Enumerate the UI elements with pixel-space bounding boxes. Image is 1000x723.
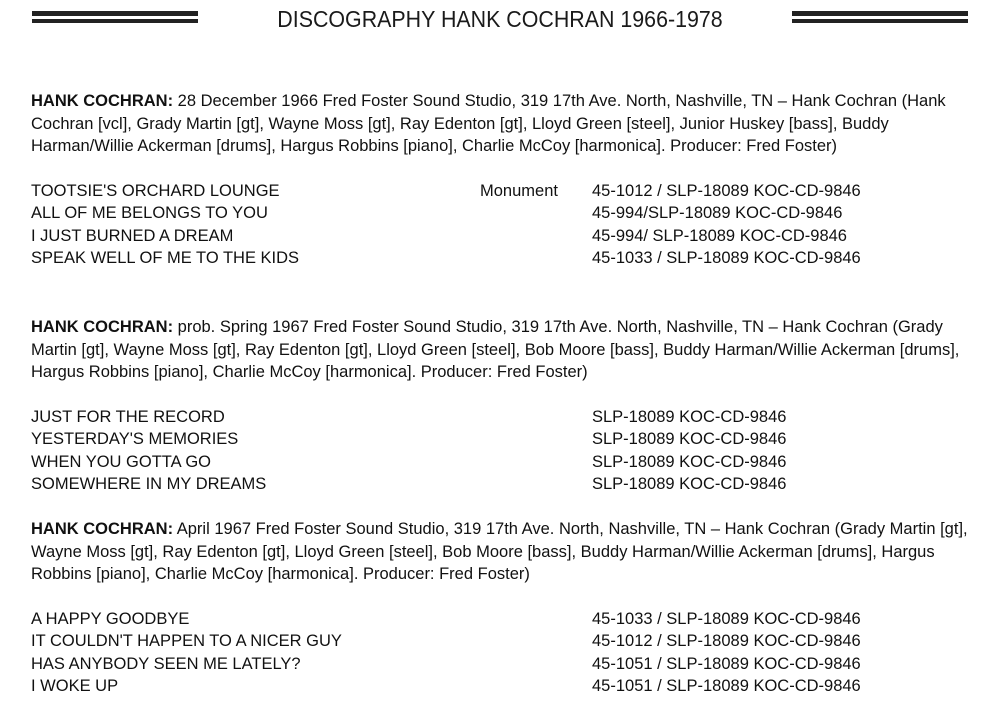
track-title: I JUST BURNED A DREAM: [31, 226, 234, 245]
track-row: [31, 630, 971, 653]
track-title: SPEAK WELL OF ME TO THE KIDS: [31, 249, 300, 267]
session-info: [31, 90, 971, 158]
track-title: I WOKE UP: [31, 677, 119, 695]
track-title: A HAPPY GOODBYE: [31, 609, 190, 628]
track-catalog: 45-994/SLP-18089 KOC-CD-9846: [592, 204, 843, 222]
session-artist: HANK COCHRAN:: [31, 92, 174, 110]
track-catalog: 45-1051 / SLP-18089 KOC-CD-9846: [592, 677, 861, 695]
track-catalog: SLP-18089 KOC-CD-9846: [592, 452, 787, 471]
track-row: [31, 406, 971, 429]
track-catalog: SLP-18089 KOC-CD-9846: [592, 430, 787, 448]
track-title: YESTERDAY'S MEMORIES: [31, 430, 239, 448]
track-row: [31, 608, 971, 631]
session-1: [31, 90, 971, 270]
track-row: [31, 451, 971, 474]
track-list: [31, 180, 971, 270]
track-catalog: 45-994/ SLP-18089 KOC-CD-9846: [592, 226, 847, 245]
track-catalog: 45-1012 / SLP-18089 KOC-CD-9846: [592, 632, 861, 650]
session-details: prob. Spring 1967 Fred Foster Sound Studio, 319 17th Ave. North, Nashville, TN – Hank Cochran (Grady Martin [gt], Wayne Moss [gt], Ray Edenton [gt], Lloyd Green [steel], Bob Moore [bass], Buddy Harman/Willie Ackerman [drums], Hargus Robbins [piano], Charlie McCoy [harmonica]. Producer: Fred Foster): [31, 318, 960, 381]
track-row: [31, 653, 971, 676]
track-row: [31, 180, 971, 203]
track-title: TOOTSIE'S ORCHARD LOUNGE: [31, 181, 280, 200]
header-rule-right: [792, 11, 968, 23]
track-title: SOMEWHERE IN MY DREAMS: [31, 475, 267, 493]
page-title: DISCOGRAPHY HANK COCHRAN 1966-1978: [277, 6, 723, 32]
session-details: 28 December 1966 Fred Foster Sound Studio, 319 17th Ave. North, Nashville, TN – Hank Cochran (Hank Cochran [vcl], Grady Martin [gt], Wayne Moss [gt], Ray Edenton [gt], Lloyd Green [steel], Junior Huskey [bass], Buddy Harman/Willie Ackerman [drums], Hargus Robbins [piano], Charlie McCoy [harmonica]. Producer: Fred Foster): [31, 92, 946, 155]
session-details: April 1967 Fred Foster Sound Studio, 319 17th Ave. North, Nashville, TN – Hank Cochran (Grady Martin [gt], Wayne Moss [gt], Ray Edenton [gt], Lloyd Green [steel], Bob Moore [bass], Buddy Harman/Willie Ackerman [drums], Hargus Robbins [piano], Charlie McCoy [harmonica]. Producer: Fred Foster): [31, 520, 968, 583]
track-catalog: 45-1033 / SLP-18089 KOC-CD-9846: [592, 609, 861, 628]
session-artist: HANK COCHRAN:: [31, 318, 174, 336]
track-row: [31, 428, 971, 451]
track-catalog: 45-1012 / SLP-18089 KOC-CD-9846: [592, 181, 861, 200]
track-title: JUST FOR THE RECORD: [31, 407, 225, 426]
track-title: IT COULDN'T HAPPEN TO A NICER GUY: [31, 632, 342, 650]
track-catalog: SLP-18089 KOC-CD-9846: [592, 475, 787, 493]
session-info: [31, 316, 971, 384]
track-label: Monument: [480, 181, 558, 200]
session-3: [31, 518, 971, 698]
track-catalog: SLP-18089 KOC-CD-9846: [592, 407, 787, 426]
track-title: ALL OF ME BELONGS TO YOU: [31, 204, 268, 222]
track-row: [31, 675, 971, 698]
track-title: HAS ANYBODY SEEN ME LATELY?: [31, 654, 301, 673]
session-artist: HANK COCHRAN:: [31, 520, 174, 538]
track-list: [31, 608, 971, 698]
track-row: [31, 247, 971, 270]
track-row: [31, 202, 971, 225]
track-catalog: 45-1051 / SLP-18089 KOC-CD-9846: [592, 654, 861, 673]
track-row: [31, 473, 971, 496]
session-2: [31, 316, 971, 496]
page-header: [0, 0, 1000, 40]
track-list: [31, 406, 971, 496]
session-info: [31, 518, 971, 586]
track-row: [31, 225, 971, 248]
track-catalog: 45-1033 / SLP-18089 KOC-CD-9846: [592, 249, 861, 267]
track-title: WHEN YOU GOTTA GO: [31, 452, 211, 471]
